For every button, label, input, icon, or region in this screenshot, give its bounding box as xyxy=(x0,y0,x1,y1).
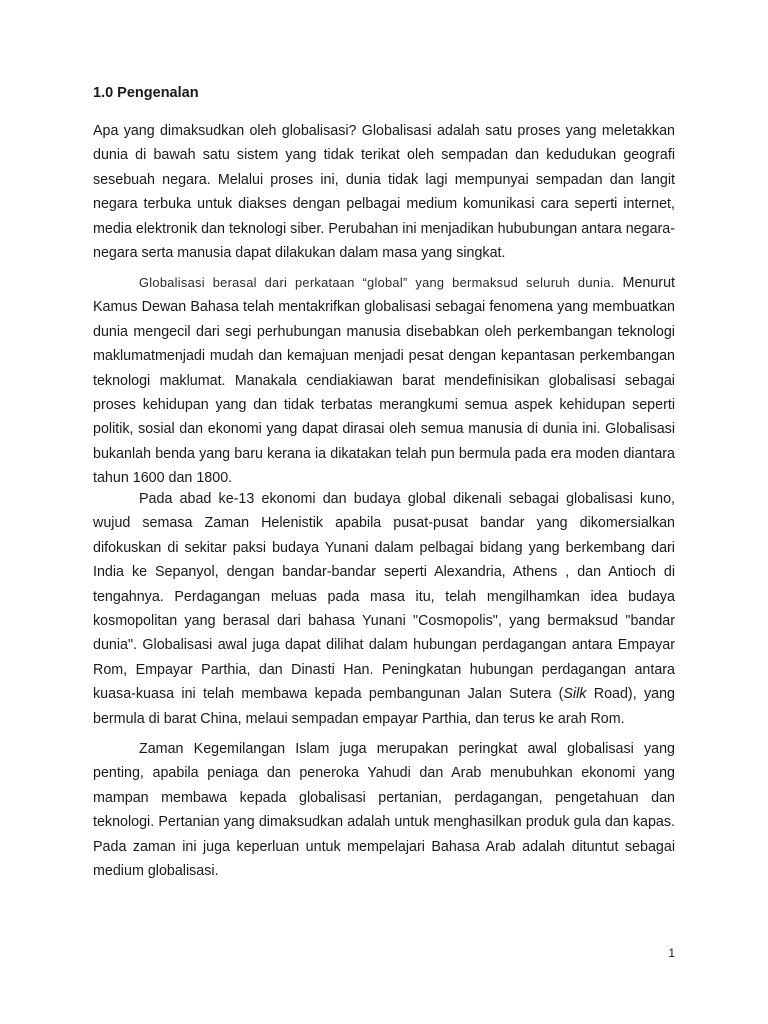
ancient-text-part-2: Road), yang bermula di barat China, melaui sempadan empayar Parthia, dan terus ke arah Rom. xyxy=(93,686,676,727)
definition-text: Menurut Kamus Dewan Bahasa telah mentakrifkan globalisasi sebagai fenomena yang membuatkan dunia mengecil dari segi perhubungan manusia disebabkan oleh perkembangan teknologi maklumatmenjadi mudah dan kemajuan menjadi pesat dengan kepantasan perkembangan teknologi maklumat. Manakala cendiakiawan barat mendefinisikan globalisasi sebagai proses kehidupan yang dan tidak terbatas merangkumi semua aspek kehidupan seperti politik, sosial dan ekonomi yang dapat dirasai oleh semua manusia di dunia ini. Globalisasi bukanlah benda yang baru kerana ia dikatakan telah pun bermula pada era moden diantara tahun 1600 dan 1800. xyxy=(93,275,675,487)
ancient-text-part-1: Pada abad ke-13 ekonomi dan budaya global dikenali sebagai globalisasi kuno, wujud semasa Zaman Helenistik apabila pusat-pusat bandar yang dikomersialkan difokuskan di sekitar paksi budaya Yunani dalam pelbagai bidang yang berkembang dari India ke Sepanyol, dengan bandar-bandar seperti Alexandria, Athens , dan Antioch di tengahnya. Perdagangan meluas pada masa itu, telah mengilhamkan idea budaya kosmopolitan yang berasal dari bahasa Yunani "Cosmopolis", yang bermaksud "bandar dunia". Globalisasi awal juga dapat dilihat dalam hubungan perdagangan antara Empayar Rom, Empayar Parthia, dan Dinasti Han. Peningkatan hubungan perdagangan antara kuasa-kuasa ini telah membawa kepada pembangunan Jalan Sutera ( xyxy=(93,491,675,703)
page-number: 1 xyxy=(668,946,675,960)
paragraph-introduction: Apa yang dimaksudkan oleh globalisasi? Globalisasi adalah satu proses yang meletakkan dunia di bawah satu sistem yang tidak terikat oleh sempadan dan kedudukan geografi sesebuah negara. Melalui proses ini, dunia tidak lagi mempunyai sempadan dan langit negara terbuka untuk diakses dengan pelbagai medium komunikasi cara seperti internet, media elektronik dan teknologi siber. Perubahan ini menjadikan hububungan antara negara-negara serta manusia dapat dilakukan dalam masa yang singkat. xyxy=(93,123,675,262)
paragraph-definition xyxy=(93,271,675,491)
silk-italic: Silk xyxy=(563,686,587,703)
definition-quote: Globalisasi berasal dari perkataan “global” yang bermaksud seluruh dunia. xyxy=(139,275,615,290)
section-heading: 1.0 Pengenalan xyxy=(93,85,199,101)
paragraph-ancient-globalization xyxy=(93,487,675,731)
paragraph-islamic-golden-age: Zaman Kegemilangan Islam juga merupakan peringkat awal globalisasi yang penting, apabila peniaga dan peneroka Yahudi dan Arab menubuhkan ekonomi yang mampan membawa kepada globalisasi pertanian, perdagangan, pengetahuan dan teknologi. Pertanian yang dimaksudkan adalah untuk menghasilkan produk gula dan kapas. Pada zaman ini juga keperluan untuk mempelajari Bahasa Arab adalah dituntut sebagai medium globalisasi. xyxy=(93,741,675,880)
